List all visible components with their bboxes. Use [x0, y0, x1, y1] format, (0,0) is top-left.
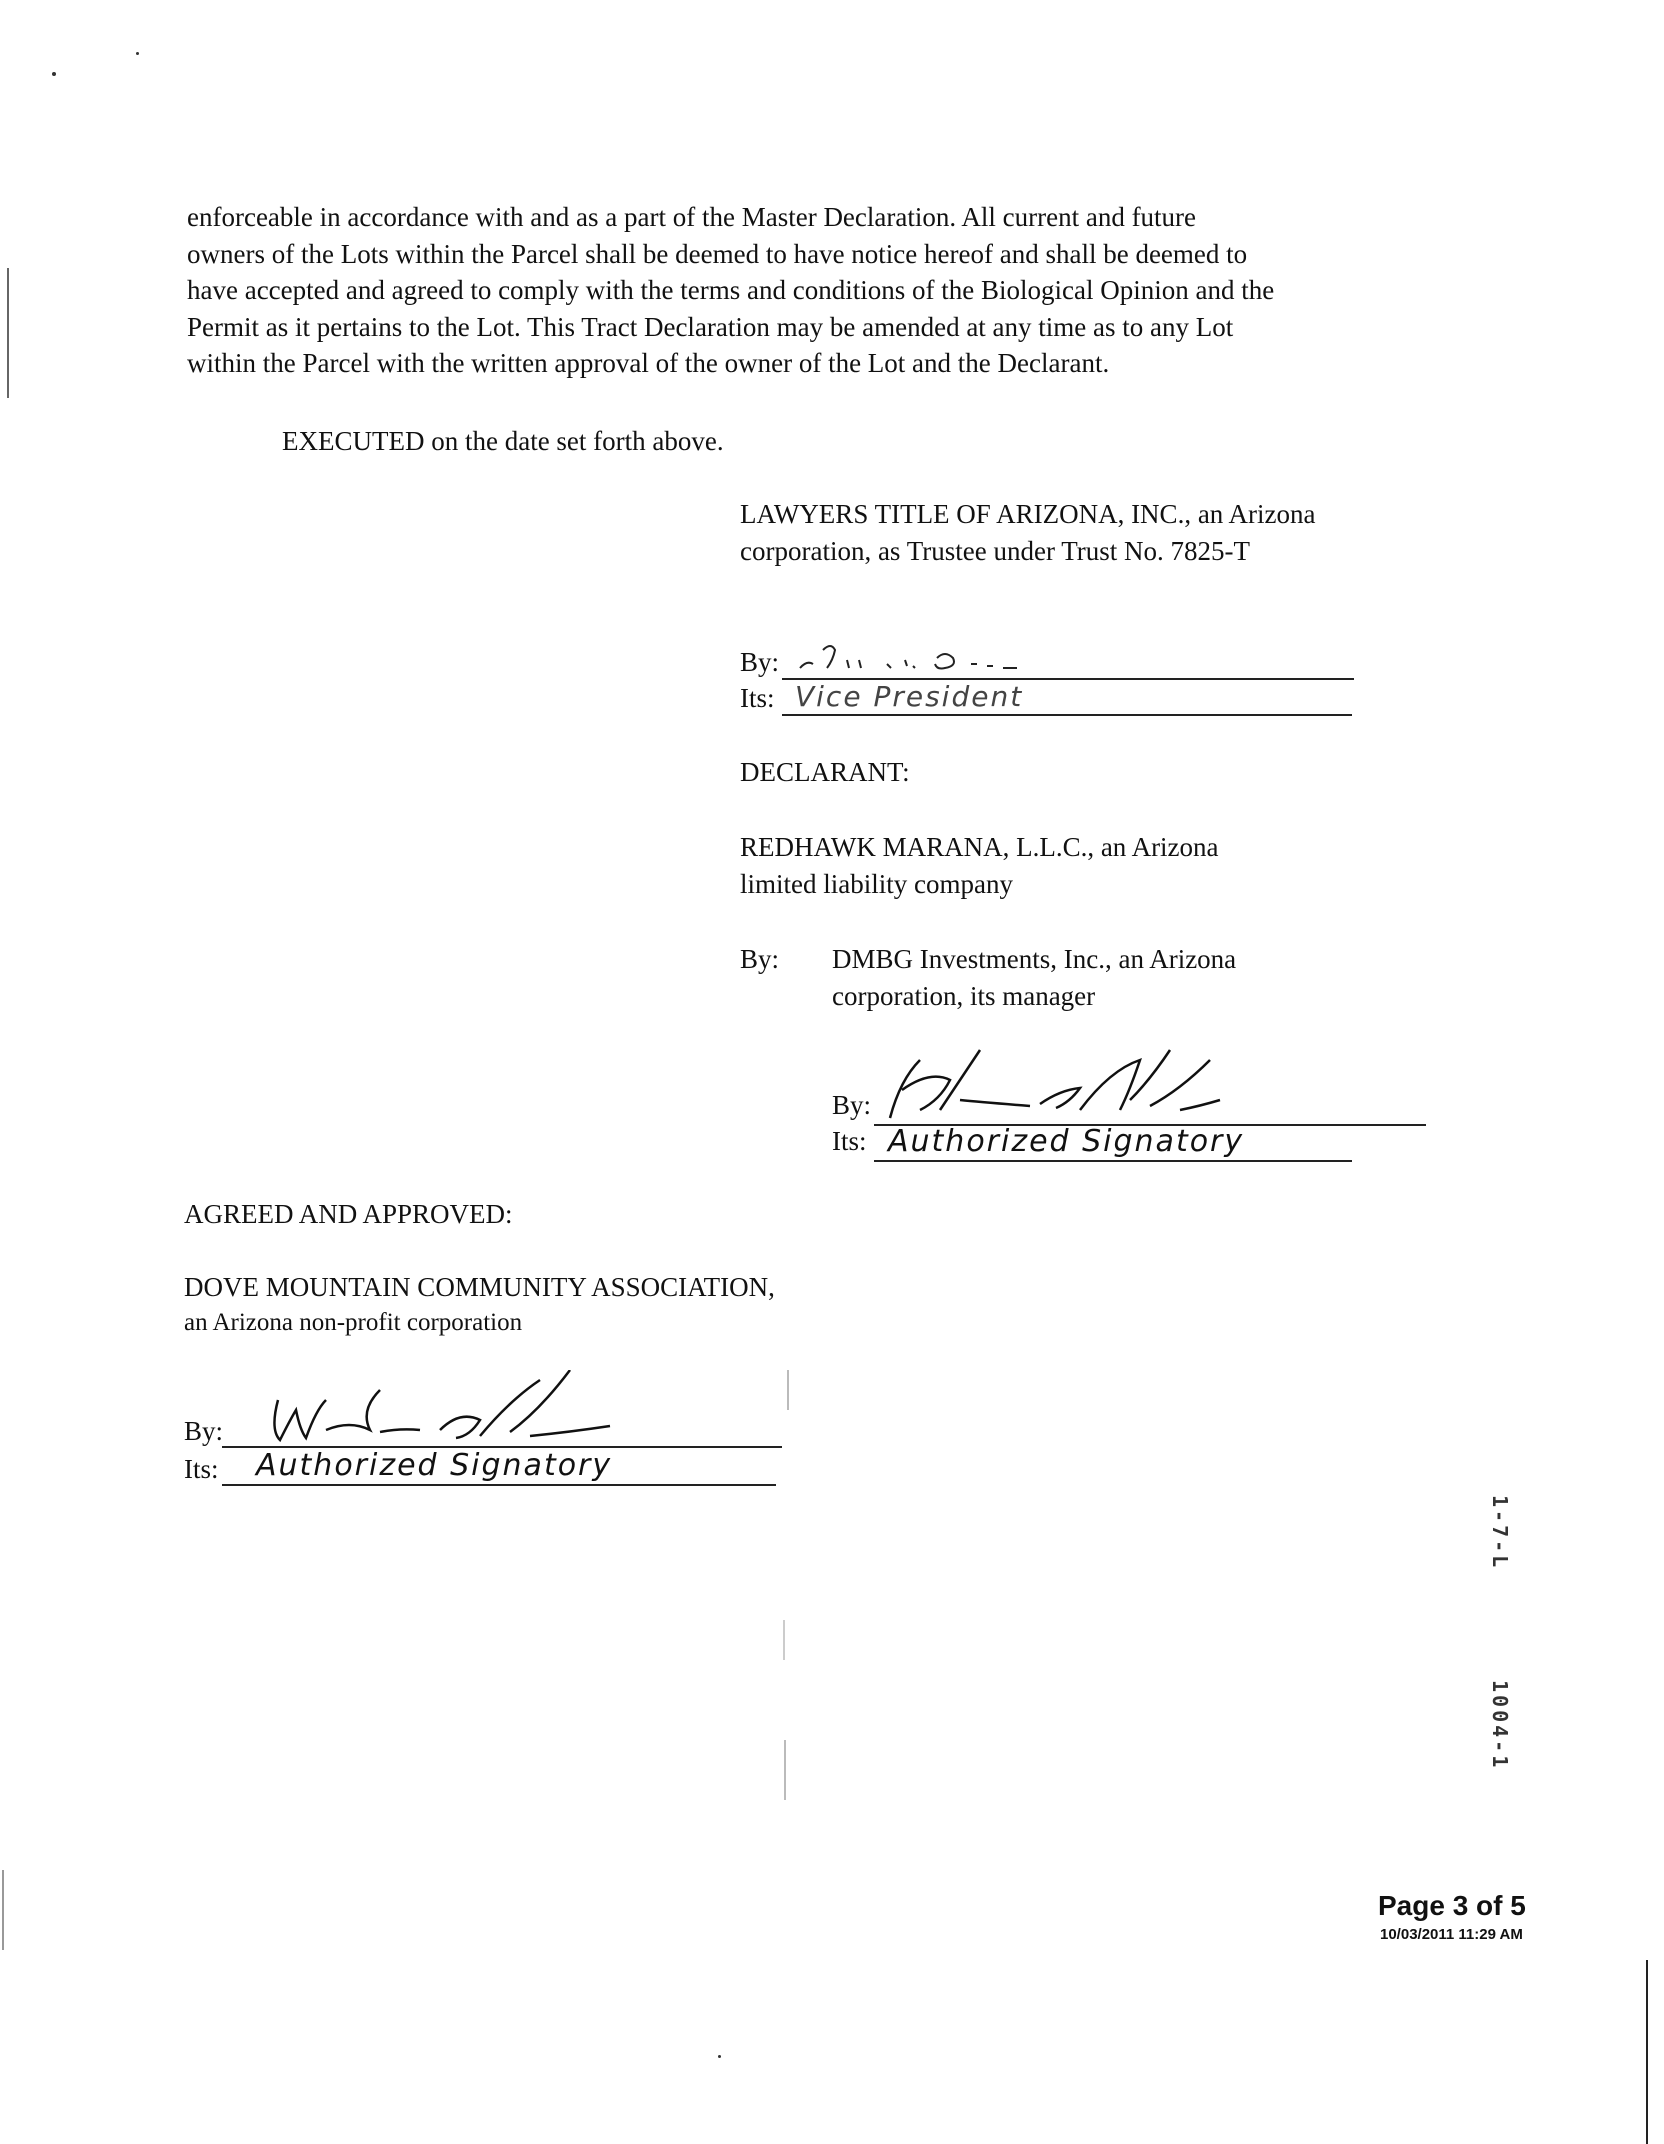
declarant-name-line-2: limited liability company — [740, 869, 1013, 899]
executed-line: EXECUTED on the date set forth above. — [282, 426, 724, 456]
page-number: Page 3 of 5 — [1378, 1890, 1526, 1921]
trustee-signature — [795, 630, 1195, 678]
body-line-5: within the Parcel with the written approval of the owner of the Lot and the Declarant. — [187, 348, 1110, 378]
declarant-its-line — [874, 1160, 1352, 1162]
approval-by-label: By: — [184, 1416, 224, 1446]
margin-stamp-top: 1-7-L — [1488, 1495, 1512, 1571]
approval-its-line — [222, 1484, 776, 1486]
scan-mark-center-2 — [783, 1620, 785, 1660]
approval-its-handwritten: Authorized Signatory — [256, 1448, 613, 1483]
approval-signature — [230, 1370, 690, 1450]
page-edge-rule — [1646, 1960, 1648, 2144]
manager-line-1: DMBG Investments, Inc., an Arizona — [832, 944, 1237, 974]
association-name-line-2: an Arizona non-profit corporation — [184, 1309, 523, 1336]
trustee-by-label: By: — [740, 647, 780, 677]
margin-stamp-bottom: 1004-1 — [1488, 1680, 1512, 1771]
declarant-name-line-1: REDHAWK MARANA, L.L.C., an Arizona — [740, 832, 1219, 862]
approval-heading: AGREED AND APPROVED: — [184, 1199, 513, 1229]
body-line-3: have accepted and agreed to comply with the terms and conditions of the Biological Opinion and the — [187, 275, 1275, 305]
declarant-its-handwritten: Authorized Signatory — [888, 1124, 1245, 1159]
declarant-signature — [880, 1040, 1320, 1130]
scan-mark-center-3 — [784, 1740, 786, 1800]
manager-line-2: corporation, its manager — [832, 981, 1096, 1011]
declarant-by-label: By: — [740, 944, 780, 974]
body-line-1: enforceable in accordance with and as a part of the Master Declaration. All current and future — [187, 202, 1197, 232]
body-paragraph — [187, 199, 1397, 382]
declarant-sub-its-label: Its: — [832, 1126, 867, 1156]
fax-timestamp: 10/03/2011 11:29 AM — [1380, 1926, 1523, 1943]
approval-its-label: Its: — [184, 1454, 219, 1484]
scan-mark-left-bottom — [2, 1870, 4, 1950]
scan-speck-1 — [52, 72, 56, 76]
scan-mark-center-1 — [787, 1370, 789, 1410]
trustee-name-line-2: corporation, as Trustee under Trust No. 7825-T — [740, 536, 1250, 566]
trustee-its-label: Its: — [740, 683, 775, 713]
declarant-sub-by-label: By: — [832, 1090, 872, 1120]
scan-speck-2 — [136, 52, 139, 55]
body-line-4: Permit as it pertains to the Lot. This Tract Declaration may be amended at any time as to any Lot — [187, 311, 1234, 342]
trustee-its-handwritten: Vice President — [795, 680, 1024, 713]
scan-mark-left — [7, 268, 9, 398]
trustee-its-line — [782, 714, 1352, 716]
association-name-line-1: DOVE MOUNTAIN COMMUNITY ASSOCIATION, — [184, 1272, 775, 1302]
scan-speck-3 — [718, 2055, 721, 2058]
declarant-heading: DECLARANT: — [740, 757, 910, 787]
body-line-2: owners of the Lots within the Parcel shall be deemed to have notice hereof and shall be deemed to — [187, 238, 1248, 269]
trustee-name-line-1: LAWYERS TITLE OF ARIZONA, INC., an Arizona — [740, 499, 1316, 529]
